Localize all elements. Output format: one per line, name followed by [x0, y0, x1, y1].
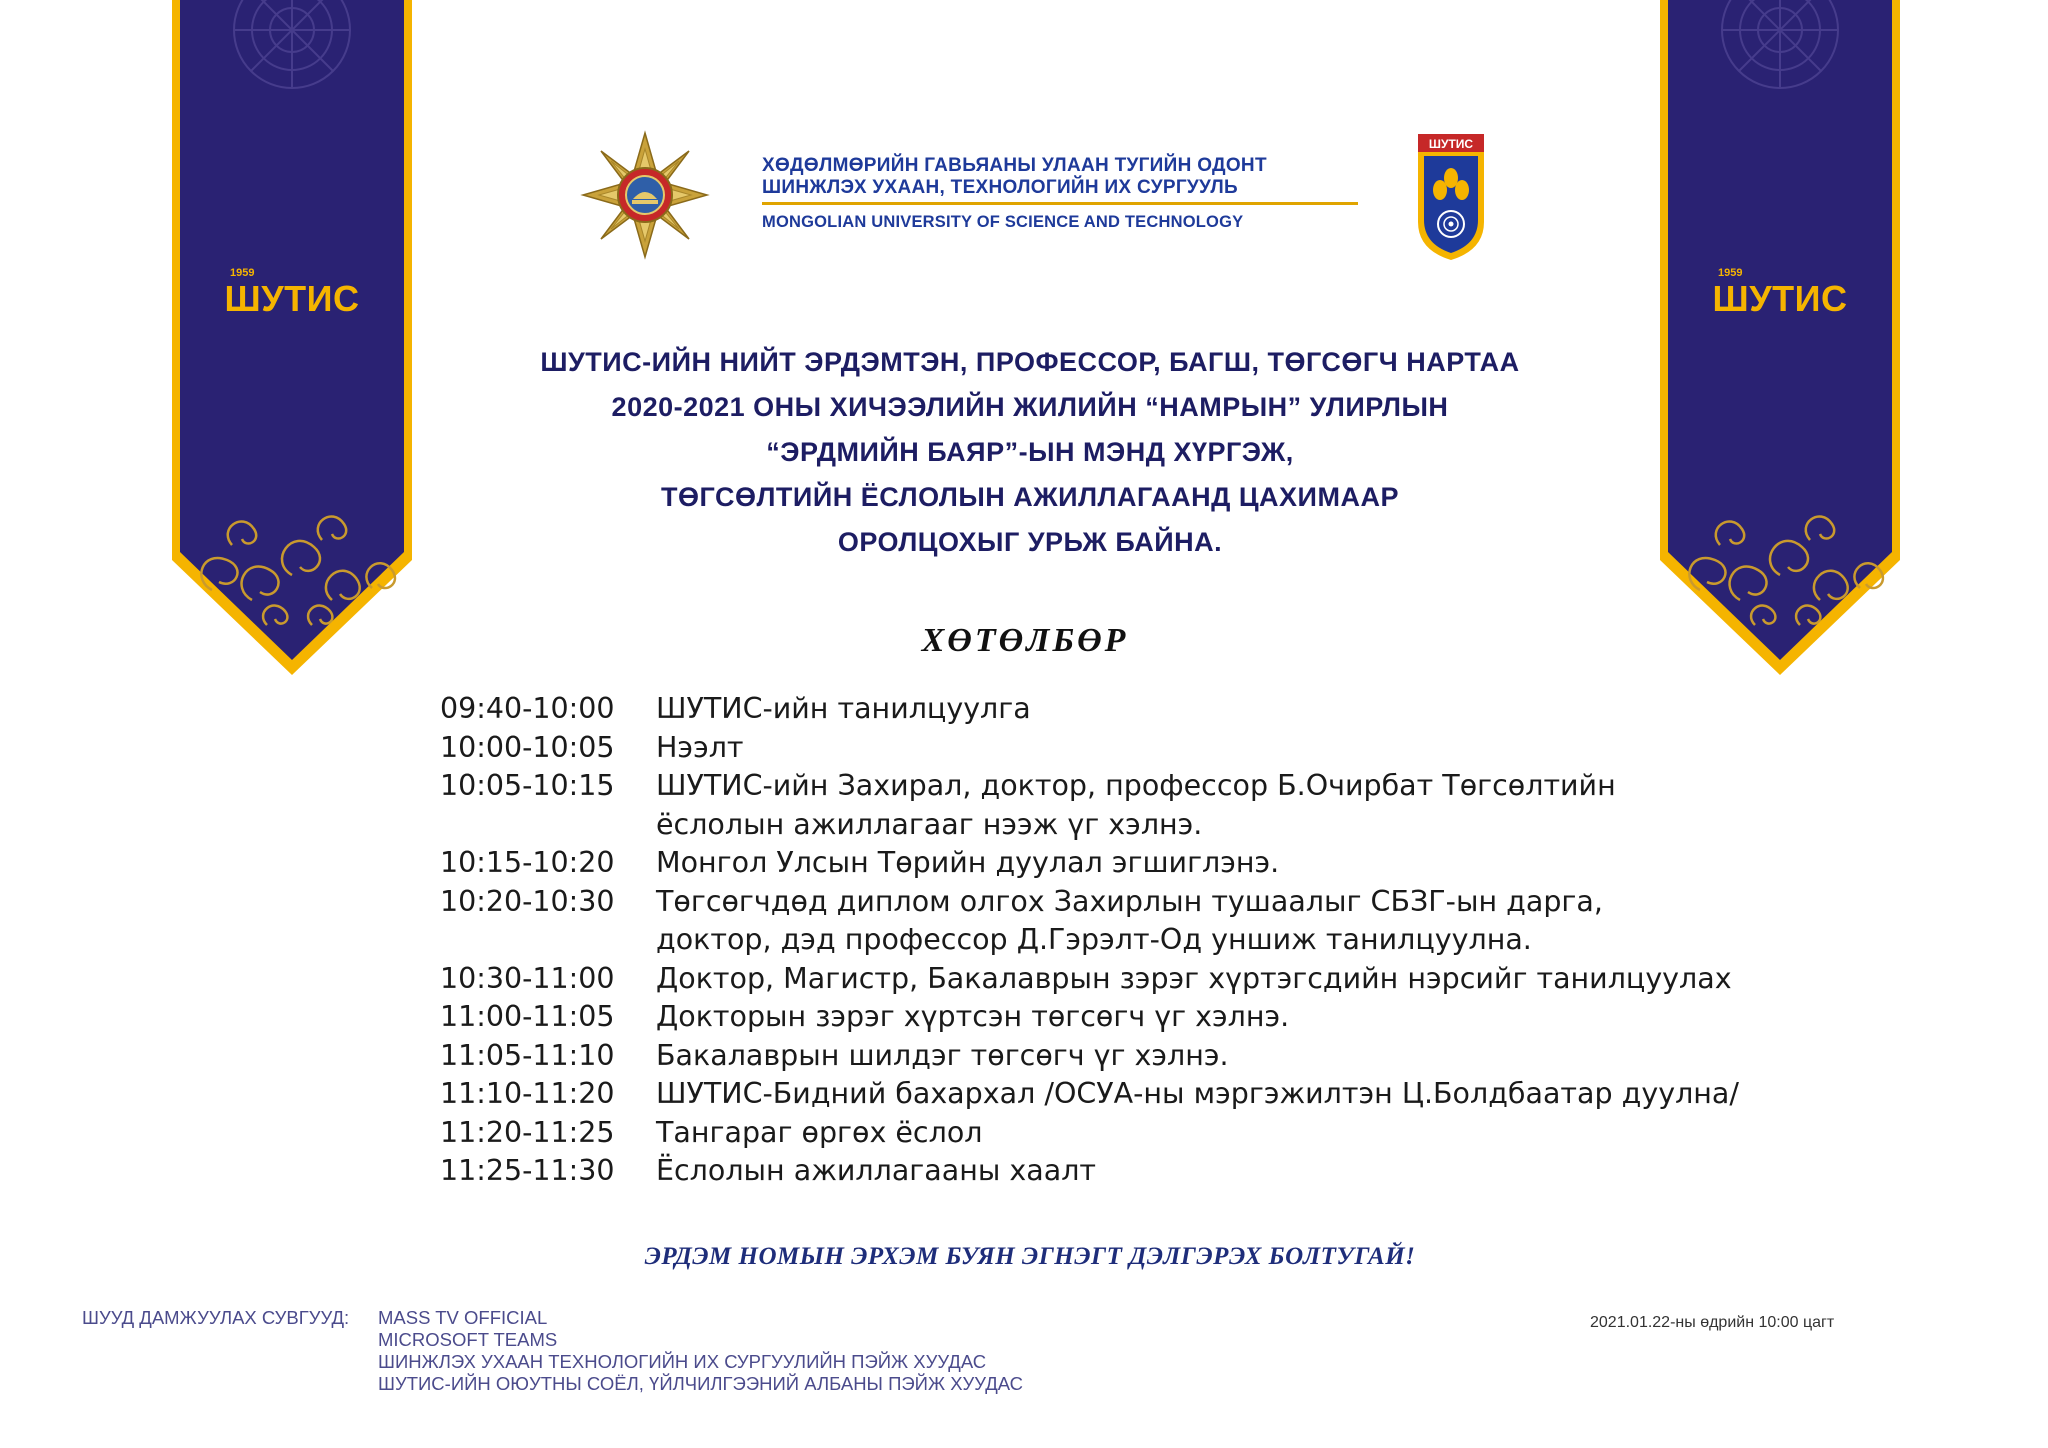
banner-pennant-shape [172, 0, 412, 675]
schedule-time: 10:20-10:30 [440, 884, 615, 918]
emblem-label: ШУТИС [1428, 137, 1474, 151]
schedule-time: 11:05-11:10 [440, 1038, 615, 1072]
broadcast-channel: ШУТИС-ИЙН ОЮУТНЫ СОЁЛ, ҮЙЛЧИЛГЭЭНИЙ АЛБАНЫ ПЭЙЖ ХУУДАС [378, 1373, 1024, 1394]
invitation-line: 2020-2021 ОНЫ ХИЧЭЭЛИЙН ЖИЛИЙН “НАМРЫН” УЛИРЛЫН [611, 392, 1449, 422]
closing-motto: ЭРДЭМ НОМЫН ЭРХЭМ БУЯН ЭГНЭГТ ДЭЛГЭРЭХ БОЛТУГАЙ! [644, 1243, 1416, 1270]
schedule-time: 10:15-10:20 [440, 846, 615, 879]
university-header [580, 130, 1480, 270]
broadcast-channel-list [378, 1307, 1023, 1395]
university-name-en: MONGOLIAN UNIVERSITY OF SCIENCE AND TECHNOLOGY [762, 213, 1244, 231]
banner-name: ШУТИС [1712, 278, 1848, 319]
schedule-time: 10:05-10:15 [440, 769, 615, 802]
schedule-description: ШУТИС-ийн Захирал, доктор, профессор Б.Очирбат Төгсөлтийн ёслолын ажиллагааг нээж үг хэлнэ. [656, 769, 1616, 841]
banner-year: 1959 [230, 267, 255, 279]
broadcast-label: ШУУД ДАМЖУУЛАХ СУВГУУД: [82, 1307, 350, 1328]
university-order-title: ХӨДӨЛМӨРИЙН ГАВЬЯАНЫ УЛААН ТУГИЙН ОДОНТ [762, 155, 1267, 176]
broadcast-channels [82, 1307, 1023, 1395]
schedule-description: Монгол Улсын Төрийн дуулал эгшиглэнэ. [656, 846, 1280, 879]
invitation-line: ШУТИС-ИЙН НИЙТ ЭРДЭМТЭН, ПРОФЕССОР, БАГШ, ТӨГСӨГЧ НАРТАА [540, 347, 1520, 377]
university-emblem-icon [1416, 132, 1486, 262]
gold-divider [762, 202, 1358, 205]
invitation-line: “ЭРДМИЙН БАЯР”-ЫН МЭНД ХҮРГЭЖ, [766, 437, 1294, 467]
invitation-line: ОРОЛЦОХЫГ УРЬЖ БАЙНА. [837, 527, 1223, 557]
schedule-description: ШУТИС-ийн танилцуулга [656, 692, 1031, 725]
broadcast-channel: ШИНЖЛЭХ УХААН ТЕХНОЛОГИЙН ИХ СУРГУУЛИЙН ПЭЙЖ ХУУДАС [378, 1351, 987, 1372]
schedule-description: Тангараг өргөх ёслол [656, 1115, 983, 1149]
schedule-row [440, 1152, 1880, 1191]
schedule-time: 11:25-11:30 [440, 1154, 615, 1187]
schedule-row [440, 1114, 1880, 1153]
schedule-row [440, 1075, 1880, 1114]
schedule-time: 11:20-11:25 [440, 1115, 615, 1149]
university-name [762, 155, 1362, 232]
schedule-time: 10:30-11:00 [440, 961, 615, 995]
schedule-description: Докторын зэрэг хүртсэн төгсөгч үг хэлнэ. [656, 1000, 1290, 1033]
schedule-row [440, 1037, 1880, 1076]
schedule-description: ШУТИС-Бидний бахархал /ОСУА-ны мэргэжилтэн Ц.Болдбаатар дуулна/ [656, 1077, 1739, 1110]
schedule-time: 11:10-11:20 [440, 1077, 615, 1110]
banner-name: ШУТИС [224, 278, 360, 319]
schedule-description: Бакалаврын шилдэг төгсөгч үг хэлнэ. [656, 1038, 1229, 1072]
schedule-row [440, 998, 1880, 1037]
left-banner [172, 0, 412, 675]
schedule-time: 09:40-10:00 [440, 692, 615, 725]
right-banner [1660, 0, 1900, 675]
program-schedule [440, 690, 1880, 1191]
banner-pennant-shape [1660, 0, 1900, 675]
schedule-row [440, 690, 1880, 729]
schedule-description: Ёслолын ажиллагааны хаалт [656, 1154, 1097, 1187]
schedule-row [440, 767, 1880, 844]
schedule-description: Төгсөгчдөд диплом олгох Захирлын тушаалыг СБЗГ-ын дарга, доктор, дэд профессор Д.Гэрэлт-Од уншиж танилцуулна. [656, 884, 1603, 956]
schedule-description: Доктор, Магистр, Бакалаврын зэрэг хүртэгсдийн нэрсийг танилцуулах [656, 961, 1732, 995]
schedule-description: Нээлт [656, 730, 744, 764]
program-title: ХӨТӨЛБӨР [921, 622, 1129, 659]
banner-brand [172, 268, 412, 319]
schedule-row [440, 844, 1880, 883]
invitation-text [380, 340, 1680, 565]
schedule-row [440, 729, 1880, 768]
university-name-mn: ШИНЖЛЭХ УХААН, ТЕХНОЛОГИЙН ИХ СУРГУУЛЬ [762, 177, 1238, 198]
schedule-time: 10:00-10:05 [440, 730, 615, 764]
schedule-row [440, 960, 1880, 999]
broadcast-channel: MICROSOFT TEAMS [378, 1329, 558, 1350]
broadcast-channel: MASS TV OFFICIAL [378, 1307, 548, 1328]
banner-year: 1959 [1718, 267, 1743, 279]
schedule-time: 11:00-11:05 [440, 1000, 615, 1033]
order-medal-icon [580, 130, 710, 260]
schedule-row [440, 883, 1880, 960]
invitation-line: ТӨГСӨЛТИЙН ЁСЛОЛЫН АЖИЛЛАГААНД ЦАХИМААР [661, 482, 1399, 512]
banner-brand [1660, 268, 1900, 319]
event-datetime: 2021.01.22-ны өдрийн 10:00 цагт [1590, 1314, 1835, 1331]
